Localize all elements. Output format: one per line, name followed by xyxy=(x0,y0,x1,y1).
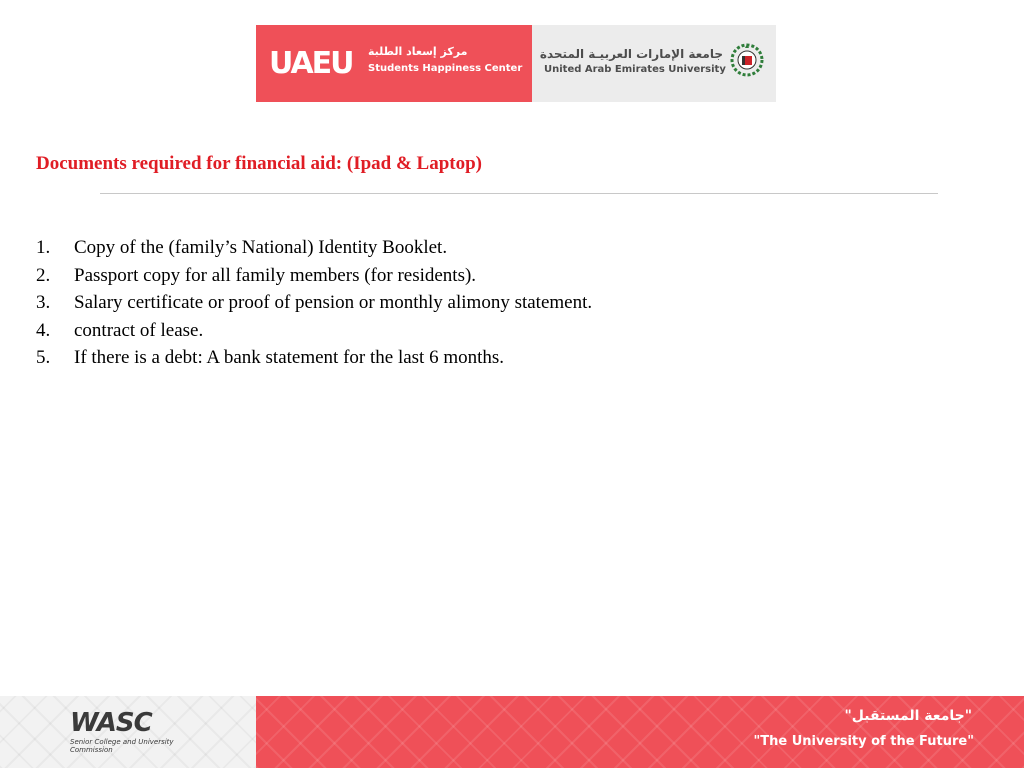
wasc-logo: WASC xyxy=(70,708,152,738)
university-name-ar: جامعة الإمارات العربيـة المتحدة xyxy=(539,47,723,61)
university-logo xyxy=(532,25,776,102)
required-documents-list xyxy=(36,234,592,372)
title-divider xyxy=(100,193,938,194)
students-center-name-en: Students Happiness Center xyxy=(368,63,523,74)
list-item-text: Salary certificate or proof of pension or monthly alimony statement. xyxy=(74,292,593,313)
uaeu-logo: UAEU xyxy=(269,46,353,81)
university-name-en: United Arab Emirates University xyxy=(544,64,726,75)
list-item xyxy=(36,262,592,290)
list-item-number: 2. xyxy=(36,264,51,286)
header-banner xyxy=(256,25,776,102)
list-item xyxy=(36,289,592,317)
list-item-text: Copy of the (family’s National) Identity Booklet. xyxy=(74,237,448,258)
list-item xyxy=(36,344,592,372)
footer-slogan-banner xyxy=(256,696,1024,768)
slogan-en: "The University of the Future" xyxy=(753,734,974,749)
list-item-number: 5. xyxy=(36,347,51,368)
list-item-number: 4. xyxy=(36,319,51,341)
list-item xyxy=(36,317,592,345)
uaeu-emblem-icon xyxy=(730,41,764,81)
students-center-logo xyxy=(256,25,532,102)
list-item xyxy=(36,234,592,262)
list-item-number: 3. xyxy=(36,292,51,313)
footer-accreditation xyxy=(0,696,256,768)
list-item-text: Passport copy for all family members (for residents). xyxy=(74,264,477,286)
list-item-text: If there is a debt: A bank statement for the last 6 months. xyxy=(74,347,505,368)
page-title: Documents required for financial aid: (Ipad & Laptop) xyxy=(36,153,483,174)
list-item-number: 1. xyxy=(36,237,51,258)
students-center-name-ar: مركز إسعاد الطلبة xyxy=(368,45,468,58)
slogan-ar: "جامعة المستقبل" xyxy=(844,708,972,724)
list-item-text: contract of lease. xyxy=(74,319,204,341)
wasc-subtitle: Senior College and University Commission xyxy=(70,738,174,754)
